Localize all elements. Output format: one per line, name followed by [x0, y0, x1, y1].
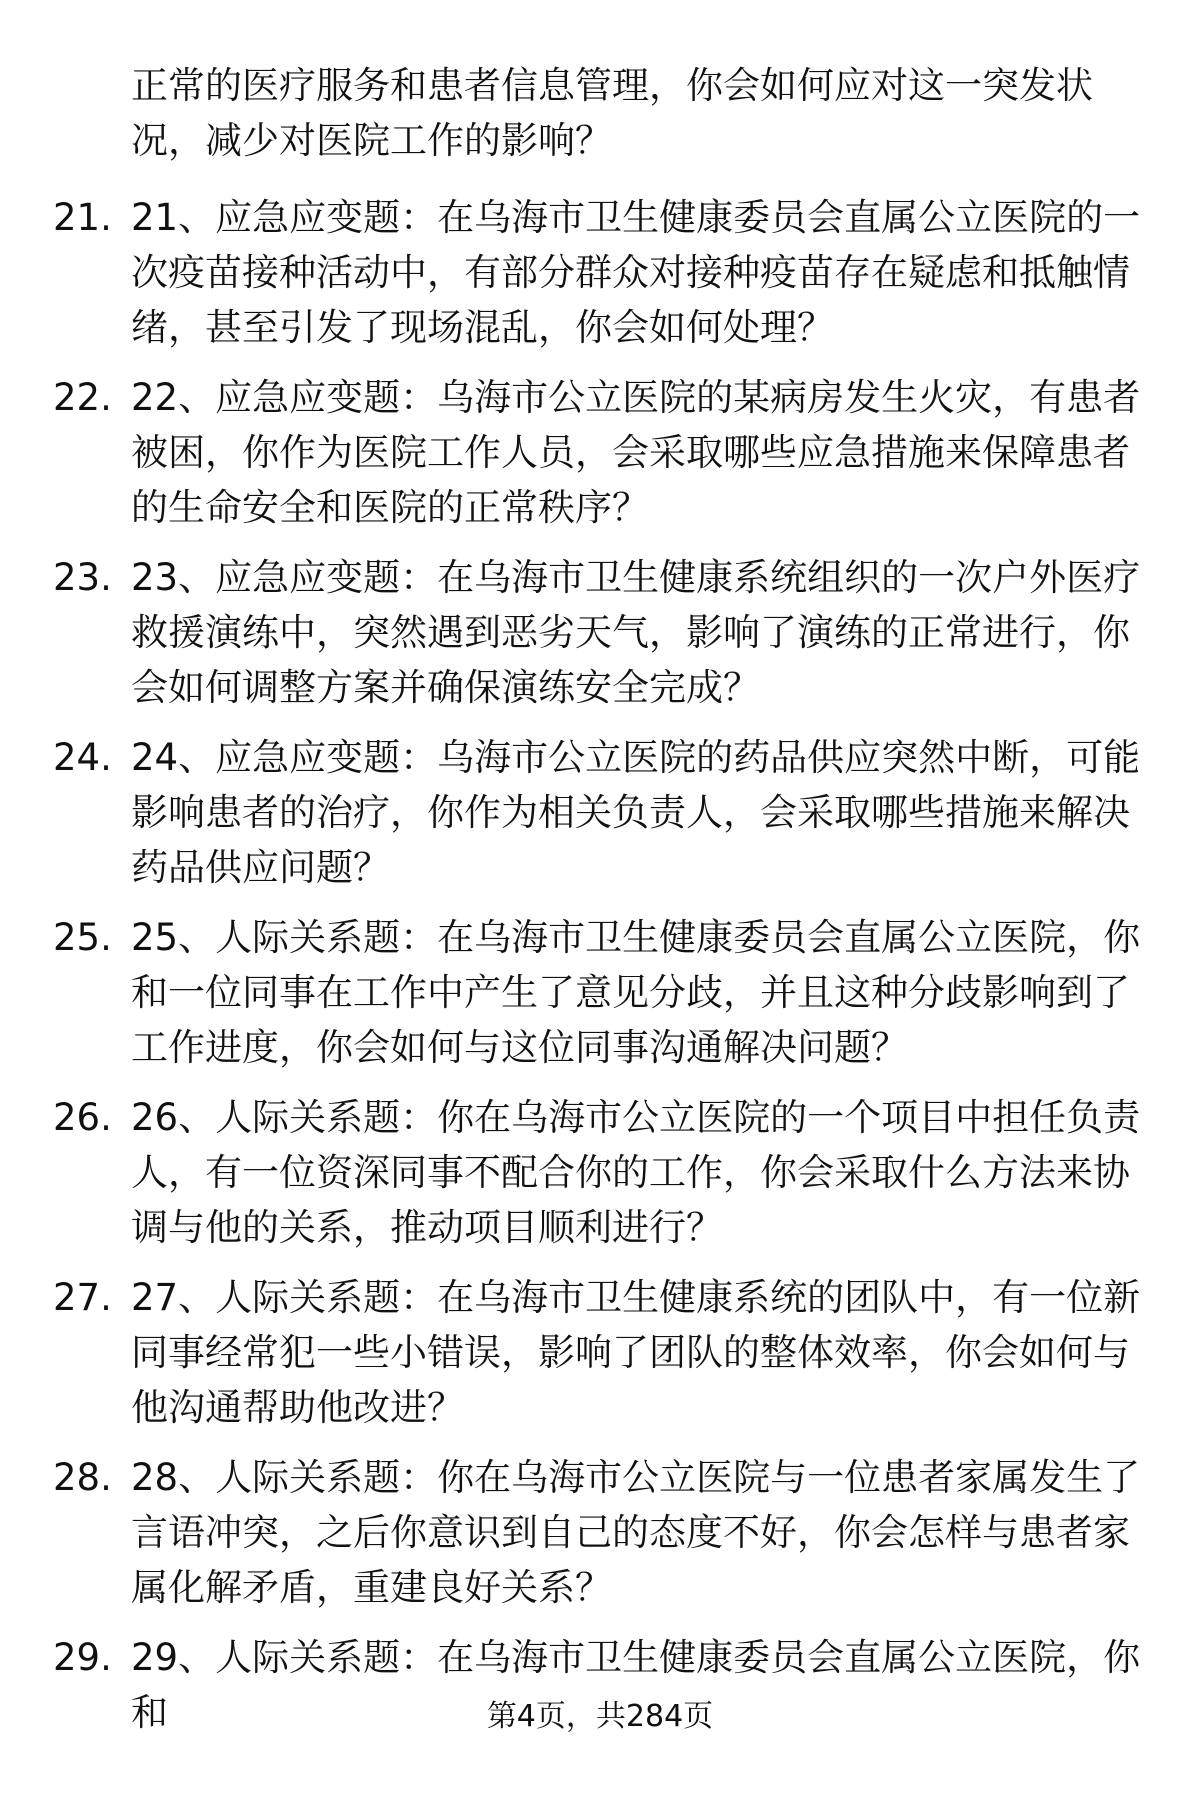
- question-number: 22.: [53, 376, 112, 419]
- question-text: 29、人际关系题：在乌海市卫生健康委员会直属公立医院，你和: [131, 1636, 1141, 1734]
- question-number: 23.: [53, 556, 112, 599]
- question-item-23: [0, 550, 1200, 730]
- question-20-continuation: 正常的医疗服务和患者信息管理，你会如何应对这一突发状况，减少对医院工作的影响？: [131, 64, 1093, 162]
- question-text: 27、人际关系题：在乌海市卫生健康系统的团队中，有一位新同事经常犯一些小错误，影响了团队的整体效率，你会如何与他沟通帮助他改进？: [131, 1276, 1141, 1429]
- question-item-22: [0, 370, 1200, 550]
- question-text: 25、人际关系题：在乌海市卫生健康委员会直属公立医院，你和一位同事在工作中产生了意见分歧，并且这种分歧影响到了工作进度，你会如何与这位同事沟通解决问题？: [131, 916, 1141, 1069]
- question-text: 22、应急应变题：乌海市公立医院的某病房发生火灾，有患者被困，你作为医院工作人员，会采取哪些应急措施来保障患者的生命安全和医院的正常秩序？: [131, 376, 1141, 529]
- question-item-28: [0, 1450, 1200, 1630]
- question-number: 27.: [53, 1276, 112, 1319]
- question-number: 26.: [53, 1096, 112, 1139]
- question-text: 26、人际关系题：你在乌海市公立医院的一个项目中担任负责人，有一位资深同事不配合你的工作，你会采取什么方法来协调与他的关系，推动项目顺利进行？: [131, 1096, 1141, 1249]
- question-list: [0, 190, 1200, 1810]
- question-number: 28.: [53, 1456, 112, 1499]
- question-item-25: [0, 910, 1200, 1090]
- question-text: 24、应急应变题：乌海市公立医院的药品供应突然中断，可能影响患者的治疗，你作为相关负责人，会采取哪些措施来解决药品供应问题？: [131, 736, 1141, 889]
- question-text: 21、应急应变题：在乌海市卫生健康委员会直属公立医院的一次疫苗接种活动中，有部分群众对接种疫苗存在疑虑和抵触情绪，甚至引发了现场混乱，你会如何处理？: [131, 196, 1141, 349]
- question-item-27: [0, 1270, 1200, 1450]
- question-number: 21.: [53, 196, 112, 239]
- question-item-26: [0, 1090, 1200, 1270]
- question-number: 25.: [53, 916, 112, 959]
- question-text: 28、人际关系题：你在乌海市公立医院与一位患者家属发生了言语冲突，之后你意识到自己的态度不好，你会怎样与患者家属化解矛盾，重建良好关系？: [131, 1456, 1141, 1609]
- question-number: 29.: [53, 1636, 112, 1679]
- question-item-21: [0, 190, 1200, 370]
- page-footer: 第4页，共284页: [486, 1699, 714, 1734]
- question-text: 23、应急应变题：在乌海市卫生健康系统组织的一次户外医疗救援演练中，突然遇到恶劣天气，影响了演练的正常进行，你会如何调整方案并确保演练安全完成？: [131, 556, 1141, 709]
- question-item-24: [0, 730, 1200, 910]
- question-number: 24.: [53, 736, 112, 779]
